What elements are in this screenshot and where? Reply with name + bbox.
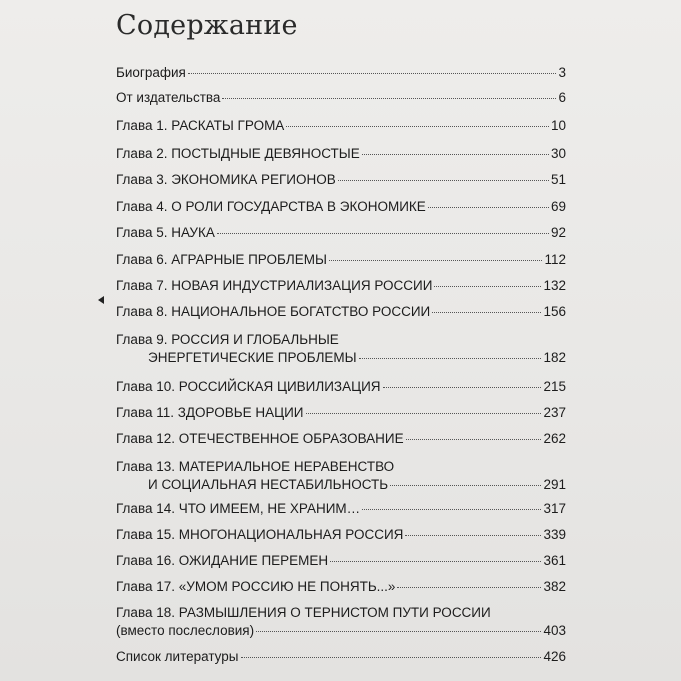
toc-entry-title: Глава 4. О РОЛИ ГОСУДАРСТВА В ЭКОНОМИКЕ [116,199,426,214]
toc-entry-line [116,378,566,396]
dot-leader [406,439,542,440]
toc-page-number: 426 [543,649,566,664]
toc-entry-line [116,89,566,107]
toc-entry-line [116,64,566,82]
toc-entry-line [116,198,566,216]
dot-leader [434,286,541,287]
toc-entry-title: Глава 10. РОССИЙСКАЯ ЦИВИЛИЗАЦИЯ [116,379,381,394]
toc-entry-line [116,458,566,476]
dot-leader [362,154,549,155]
toc-entry[interactable] [116,171,566,189]
toc-entry-line [116,430,566,448]
toc-entry-line [116,171,566,189]
toc-page-number: 6 [558,90,566,105]
dot-leader [397,587,541,588]
toc-entry-line [116,277,566,295]
toc-entry[interactable] [116,500,566,518]
dot-leader [359,358,542,359]
toc-entry-title: И СОЦИАЛЬНАЯ НЕСТАБИЛЬНОСТЬ [148,477,389,492]
toc-entry-title: Глава 11. ЗДОРОВЬЕ НАЦИИ [116,405,304,420]
toc-entry-line [116,604,566,622]
toc-entry-line [116,224,566,242]
toc-entry-title: ЭНЕРГЕТИЧЕСКИЕ ПРОБЛЕМЫ [148,350,357,365]
dot-leader [390,485,541,486]
toc-entry-title: Биография [116,65,186,80]
toc-entry[interactable] [116,604,566,640]
toc-entry-line [116,622,566,640]
toc-entry-line [116,251,566,269]
dot-leader [256,631,541,632]
toc-entry[interactable] [116,552,566,570]
dot-leader [217,233,549,234]
dot-leader [338,180,549,181]
toc-page-number: 361 [543,553,566,568]
toc-entry-title: Глава 3. ЭКОНОМИКА РЕГИОНОВ [116,172,336,187]
toc-page-number: 182 [543,350,566,365]
toc-entry[interactable] [116,430,566,448]
toc-entry-line [116,117,566,135]
toc-entry[interactable] [116,458,566,494]
toc-entry-title: От издательства [116,90,221,105]
toc-entry-title: Список литературы [116,649,239,664]
toc-entry[interactable] [116,404,566,422]
toc-entry-title: Глава 15. МНОГОНАЦИОНАЛЬНАЯ РОССИЯ [116,527,404,542]
toc-entry-line [116,303,566,321]
toc-page-number: 403 [543,623,566,638]
toc-page-number: 69 [550,199,566,214]
toc-entry-title: Глава 2. ПОСТЫДНЫЕ ДЕВЯНОСТЫЕ [116,146,360,161]
toc-entry[interactable] [116,331,566,367]
toc-entry-title: Глава 5. НАУКА [116,225,215,240]
toc-entry-title: Глава 6. АГРАРНЫЕ ПРОБЛЕМЫ [116,252,327,267]
toc-entry-title: Глава 7. НОВАЯ ИНДУСТРИАЛИЗАЦИЯ РОССИИ [116,278,433,293]
toc-entry-title: Глава 1. РАСКАТЫ ГРОМА [116,118,285,133]
toc-page-number: 262 [543,431,566,446]
dot-leader [286,126,549,127]
toc-entry-line [116,552,566,570]
toc-entry[interactable] [116,648,566,666]
toc-page-number: 10 [550,118,566,133]
toc-entry[interactable] [116,117,566,135]
dot-leader [188,73,557,74]
toc-entry-line [116,648,566,666]
toc-entry[interactable] [116,303,566,321]
toc-entry[interactable] [116,277,566,295]
dot-leader [405,535,541,536]
toc-entry-line [116,349,566,367]
toc-entry-line [116,526,566,544]
toc-page-number: 112 [544,252,566,267]
toc-entry-title: Глава 8. НАЦИОНАЛЬНОЕ БОГАТСТВО РОССИИ [116,304,431,319]
dot-leader [222,98,556,99]
page-title: Содержание [116,10,298,41]
toc-page-number: 237 [543,405,566,420]
toc-entry[interactable] [116,526,566,544]
toc-entry-title: Глава 9. РОССИЯ И ГЛОБАЛЬНЫЕ [116,332,339,347]
toc-entry-title: Глава 18. РАЗМЫШЛЕНИЯ О ТЕРНИСТОМ ПУТИ РОССИИ [116,605,491,620]
toc-page-number: 382 [543,579,566,594]
toc-entry-title: Глава 14. ЧТО ИМЕЕМ, НЕ ХРАНИМ… [116,501,361,516]
toc-page-number: 156 [543,304,566,319]
toc-page-number: 291 [543,477,566,492]
toc-entry[interactable] [116,145,566,163]
dot-leader [362,509,541,510]
toc-page-number: 215 [543,379,566,394]
toc-entry-line [116,500,566,518]
toc-entry-line [116,145,566,163]
toc-entry-line [116,578,566,596]
toc-entry[interactable] [116,378,566,396]
toc-page-number: 339 [543,527,566,542]
toc-entry-line [116,331,566,349]
toc-entry[interactable] [116,224,566,242]
toc-page-number: 51 [550,172,566,187]
dot-leader [306,413,542,414]
toc-entry-line [116,404,566,422]
toc-page-number: 132 [543,278,566,293]
toc-page-number: 3 [558,65,566,80]
toc-entry-title: Глава 13. МАТЕРИАЛЬНОЕ НЕРАВЕНСТВО [116,459,395,474]
toc-entry[interactable] [116,64,566,82]
toc-entry-title: Глава 17. «УМОМ РОССИЮ НЕ ПОНЯТЬ...» [116,579,396,594]
toc-entry-title: Глава 16. ОЖИДАНИЕ ПЕРЕМЕН [116,553,329,568]
toc-page-number: 317 [543,501,566,516]
toc-entry[interactable] [116,251,566,269]
toc-entry[interactable] [116,198,566,216]
toc-entry-line [116,476,566,494]
dot-leader [383,387,542,388]
toc-page-number: 30 [550,146,566,161]
toc-page-number: 92 [550,225,566,240]
toc-entry-title: Глава 12. ОТЕЧЕСТВЕННОЕ ОБРАЗОВАНИЕ [116,431,404,446]
toc-entry[interactable] [116,89,566,107]
dot-leader [432,312,541,313]
dot-leader [241,657,542,658]
toc-entry-title: (вместо послесловия) [116,623,255,638]
dot-leader [329,260,543,261]
toc-entry[interactable] [116,578,566,596]
dot-leader [330,561,541,562]
dot-leader [428,207,549,208]
